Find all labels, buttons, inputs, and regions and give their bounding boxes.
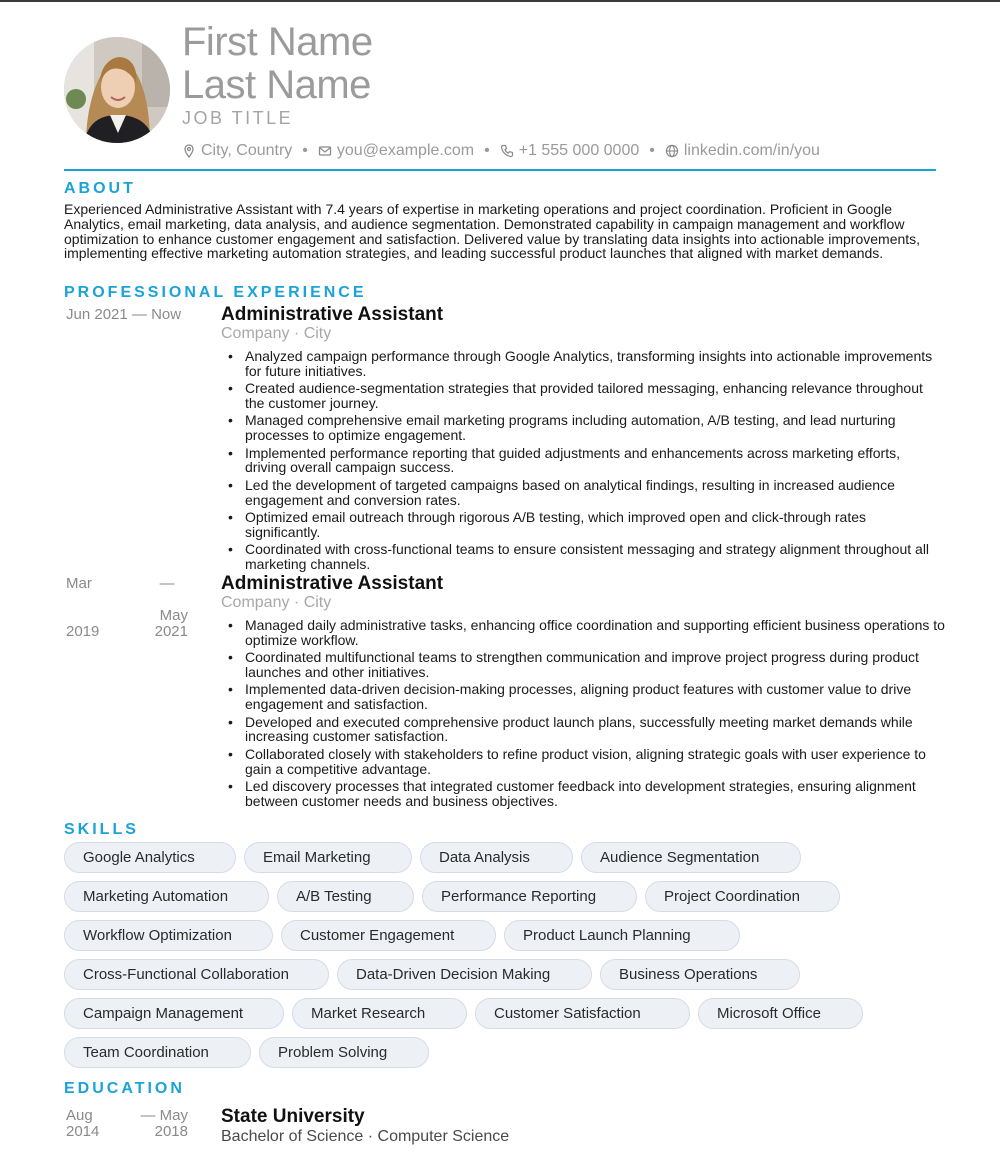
skill-pill: Team Coordination: [64, 1037, 251, 1068]
skill-pill: Audience Segmentation: [581, 842, 801, 873]
date-end-group: [160, 576, 188, 624]
date-dash: —: [140, 1107, 156, 1124]
contact-separator: •: [302, 142, 308, 159]
date-end-group: [140, 1108, 188, 1124]
skill-pill: Workflow Optimization: [64, 920, 273, 951]
date-top-row: [66, 1108, 188, 1124]
contact-line: [182, 142, 820, 160]
skills-list: [64, 842, 936, 1076]
education-dates: [66, 1108, 216, 1140]
job-bullet: • Optimized email outreach through rigorous A/B testing, which improved open and click-through rates significantly.: [245, 510, 945, 540]
header-divider: [64, 169, 936, 171]
job-bullet: • Analyzed campaign performance through Google Analytics, transforming insights into actionable improvements for future initiatives.: [245, 349, 945, 379]
job-company: Company · City: [221, 325, 332, 342]
skill-pill: Data Analysis: [420, 842, 573, 873]
job-start-month: Mar: [66, 575, 92, 592]
resume-header: [64, 20, 936, 170]
skill-pill: Customer Satisfaction: [475, 998, 690, 1029]
skill-row: [64, 842, 936, 873]
skill-row: [64, 998, 936, 1029]
skill-pill: Problem Solving: [259, 1037, 429, 1068]
avatar: [64, 37, 170, 143]
job-start: Jun 2021: [66, 306, 128, 323]
edu-start-month: Aug: [66, 1107, 93, 1124]
linkedin-text[interactable]: linkedin.com/in/you: [683, 142, 820, 159]
edu-end-month: May: [159, 1107, 188, 1124]
skill-row: [64, 920, 936, 951]
about-text: Experienced Administrative Assistant with 7.4 years of expertise in marketing operations and project coordination. Proficient in Google Analytics, email marketing, data analysis, and audience segmentation. Demonstrated capability in campaign management and workflow optimization to enhance customer engagement and satisfaction. Delivered value by translating data insights into actionable improvements, implementing effective marketing automation strategies, and leading successful product launches that aligned with market demands.: [64, 201, 921, 262]
skill-pill: Project Coordination: [645, 881, 840, 912]
job-bullet: • Managed comprehensive email marketing programs including automation, A/B testing, and lead nurturing processes to optimize engagement.: [245, 413, 945, 443]
job-dates: [66, 307, 216, 323]
job-bullet: • Coordinated multifunctional teams to strengthen communication and improve project progress during product launches and other initiatives.: [245, 650, 945, 680]
skill-row: [64, 959, 936, 990]
about-heading: ABOUT: [64, 180, 136, 197]
last-name: Last Name: [182, 63, 371, 107]
skill-pill: Marketing Automation: [64, 881, 269, 912]
job-bullet: • Implemented data-driven decision-making processes, aligning product features with customer value to drive engagement and satisfaction.: [245, 682, 945, 712]
job-bullet: • Developed and executed comprehensive product launch plans, successfully meeting market demands while increasing customer satisfaction.: [245, 715, 945, 745]
job-bullet: • Led the development of targeted campaigns based on analytical findings, resulting in increased audience engagement and conversion rates.: [245, 478, 945, 508]
edu-start-year: 2014: [66, 1123, 100, 1140]
location-text: City, Country: [201, 142, 293, 159]
email-text[interactable]: you@example.com: [336, 142, 475, 159]
skills-heading: SKILLS: [64, 821, 139, 838]
contact-separator: •: [649, 142, 655, 159]
job-bullets: [245, 349, 945, 574]
date-bottom-row: [66, 1124, 188, 1140]
job-bullet: • Created audience-segmentation strategies that provided tailored messaging, enhancing relevance throughout the customer journey.: [245, 381, 945, 411]
top-border: [0, 0, 1000, 2]
skill-pill: Performance Reporting: [422, 881, 637, 912]
education-heading: EDUCATION: [64, 1080, 185, 1097]
job-title: JOB TITLE: [182, 108, 294, 128]
job-end-year: 2021: [154, 623, 188, 640]
job-bullet: • Managed daily administrative tasks, enhancing office coordination and supporting efficient business operations to optimize workflow.: [245, 618, 945, 648]
contact-linkedin[interactable]: [665, 142, 820, 160]
degree: Bachelor of Science · Computer Science: [221, 1128, 510, 1145]
date-top-row: [66, 576, 188, 624]
first-name: First Name: [182, 20, 373, 64]
skill-pill: Microsoft Office: [698, 998, 863, 1029]
contact-phone[interactable]: [500, 142, 640, 160]
skill-row: [64, 881, 936, 912]
school-name: State University: [221, 1106, 365, 1127]
job-bullet: • Implemented performance reporting that guided adjustments and enhancements across marketing efforts, driving overall campaign success.: [245, 446, 945, 476]
job-bullet: • Coordinated with cross-functional teams to ensure consistent messaging and strategy alignment throughout all marketing channels.: [245, 542, 945, 572]
phone-text[interactable]: +1 555 000 0000: [518, 142, 640, 159]
date-dash: —: [159, 575, 175, 592]
job-company: Company · City: [221, 594, 332, 611]
skill-pill: Email Marketing: [244, 842, 412, 873]
job-role: Administrative Assistant: [221, 304, 444, 325]
job-bullet: • Collaborated closely with stakeholders to refine product vision, aligning strategic goals with user experience to gain a competitive advantage.: [245, 747, 945, 777]
job-dates: [66, 576, 216, 640]
skill-row: [64, 1037, 936, 1068]
experience-heading: PROFESSIONAL EXPERIENCE: [64, 284, 367, 301]
mail-icon: [318, 144, 332, 158]
skill-pill: A/B Testing: [277, 881, 414, 912]
job-bullet: • Led discovery processes that integrated customer feedback into development strategies, ensuring alignment between customer needs and business objectives.: [245, 779, 945, 809]
job-end-month: May: [159, 607, 188, 624]
date-dash: —: [131, 306, 147, 323]
job-end: Now: [151, 306, 182, 323]
skill-pill: Google Analytics: [64, 842, 236, 873]
skill-pill: Product Launch Planning: [504, 920, 740, 951]
job-role: Administrative Assistant: [221, 573, 444, 594]
globe-icon: [665, 144, 679, 158]
job-bullets: [245, 618, 945, 811]
job-start-year: 2019: [66, 623, 100, 640]
skill-pill: Cross-Functional Collaboration: [64, 959, 329, 990]
location-pin-icon: [182, 144, 196, 158]
avatar-photo: [64, 37, 170, 143]
contact-email[interactable]: [318, 142, 474, 160]
contact-location: [182, 142, 292, 160]
date-bottom-row: [66, 624, 188, 640]
skill-pill: Market Research: [292, 998, 467, 1029]
phone-icon: [500, 144, 514, 158]
contact-separator: •: [484, 142, 490, 159]
skill-pill: Customer Engagement: [281, 920, 496, 951]
skill-pill: Data-Driven Decision Making: [337, 959, 592, 990]
skill-pill: Campaign Management: [64, 998, 284, 1029]
edu-end-year: 2018: [154, 1123, 188, 1140]
skill-pill: Business Operations: [600, 959, 800, 990]
